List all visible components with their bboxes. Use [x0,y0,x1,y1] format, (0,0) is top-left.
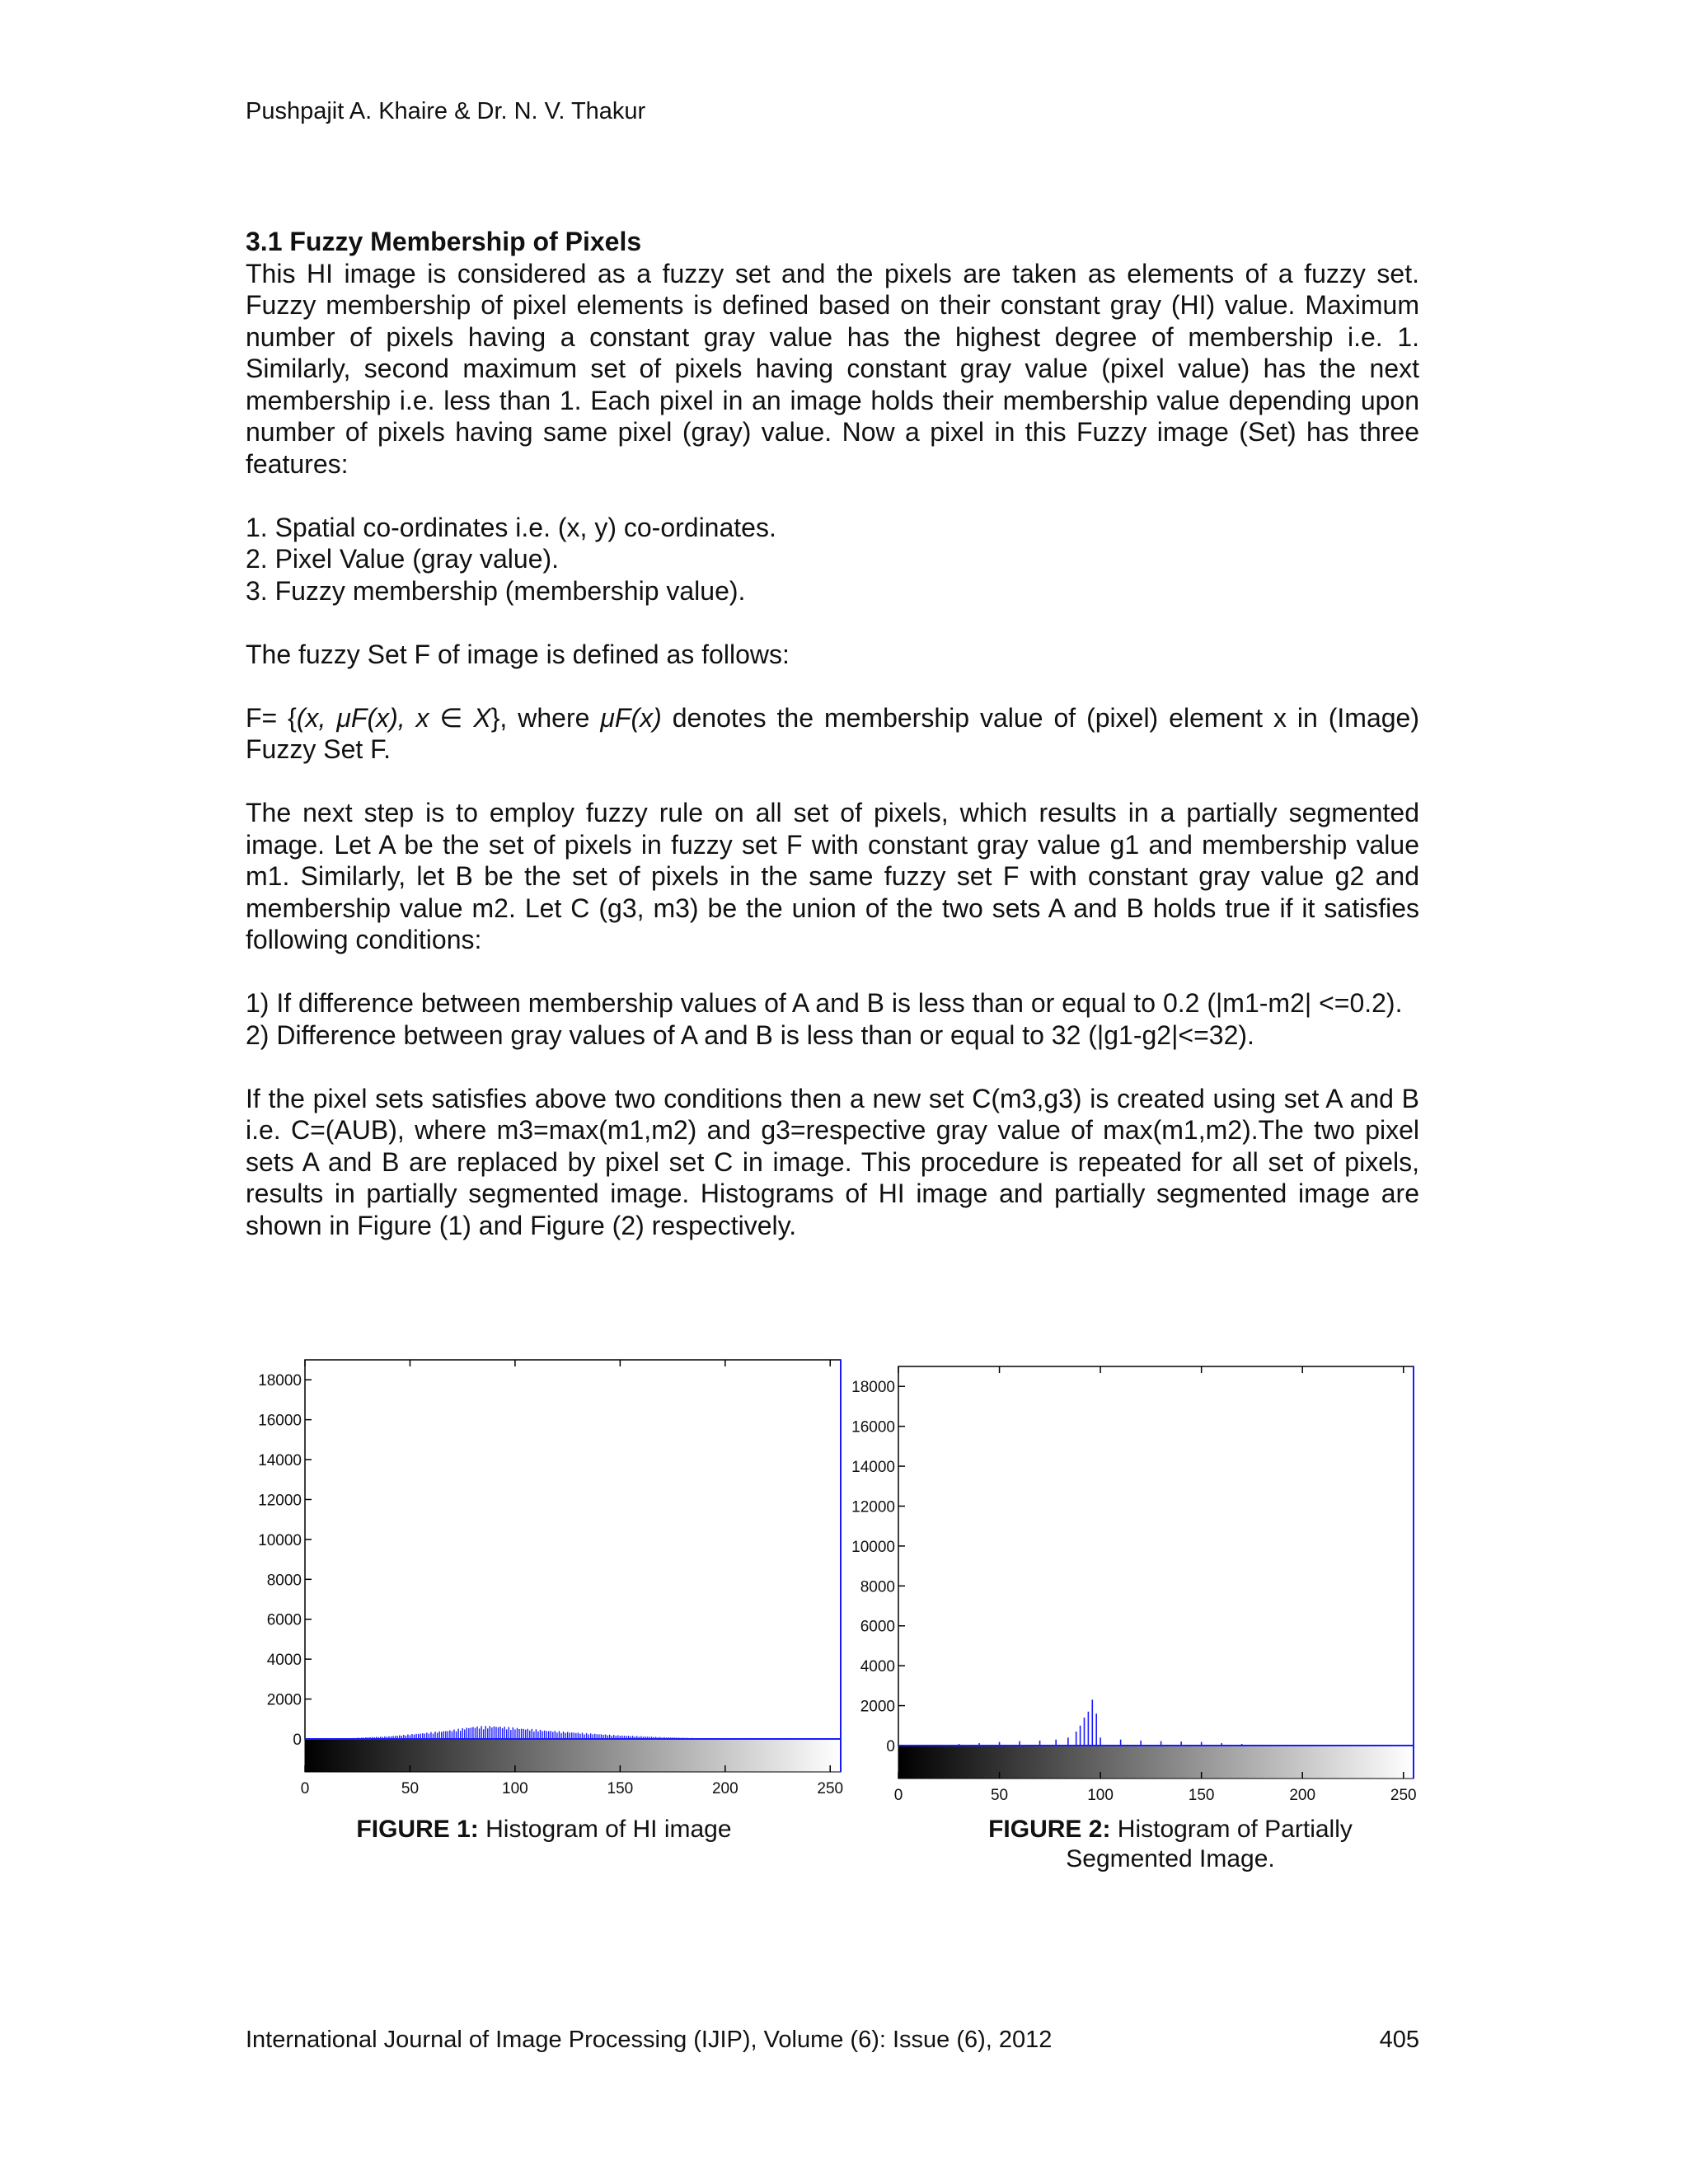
x-tick-label: 0 [300,1780,310,1797]
formula-prefix: F= { [246,702,297,733]
y-tick-label: 16000 [258,1412,302,1430]
condition-1: 1) If difference between membership values of A and B is less than or equal to 0.2 (|m1-m2| <=0.2). [246,988,1403,1018]
paragraph-4: If the pixel sets satisfies above two conditions then a new set C(m3,g3) is created using set A and B i.e. C=(AUB), where m3=max(m1,m2) and g3=respective gray value of max(m1,m2).The two pixel sets A and B are replaced by pixel set C in image. This procedure is repeated for all set of pixels, results in partially segmented image. Histograms of HI image and partially segmented image are shown in Figure (1) and Figure (2) respectively. [246,1083,1419,1240]
page-footer [246,2026,1419,2054]
gray-gradient-bar [305,1739,841,1772]
y-tick-label: 12000 [851,1498,895,1516]
y-tick-label: 16000 [851,1418,895,1436]
formula-mu: μF(x) [600,702,662,733]
figure-1-label: FIGURE 1: [356,1816,479,1843]
feature-item-3: 3. Fuzzy membership (membership value). [246,575,746,606]
x-tick-label: 0 [893,1787,903,1804]
x-tick-label: 200 [1289,1787,1316,1804]
y-tick-label: 18000 [851,1379,895,1397]
y-tick-label: 2000 [266,1691,302,1709]
paragraph-2: The fuzzy Set F of image is defined as follows: [246,639,790,669]
footer-page-number: 405 [1379,2027,1419,2053]
figure-2-text-line1: Histogram of Partially [1110,1816,1353,1843]
y-tick-label: 6000 [860,1618,895,1636]
figure-2-text-line2: Segmented Image. [1066,1845,1275,1872]
feature-list [246,512,1419,607]
y-tick-label: 4000 [860,1658,895,1676]
formula-suffix: denotes the membership value of (pixel) element x in (Image) Fuzzy Set F. [246,702,1420,764]
gray-gradient-bar [898,1746,1414,1779]
footer-journal: International Journal of Image Processing (IJIP), Volume (6): Issue (6), 2012 [246,2027,1053,2053]
paragraph-1: This HI image is considered as a fuzzy set and the pixels are taken as elements of a fuzzy set. Fuzzy membership of pixel elements is defined based on their constant gray (HI) value. Maximum number of pixels having a constant gray value has the highest degree of membership i.e. 1. Similarly, second maximum set of pixels having constant gray value (pixel value) has the next membership i.e. less than 1. Each pixel in an image holds their membership value depending upon number of pixels having same pixel (gray) value. Now a pixel in this Fuzzy image (Set) has three features: [246,258,1419,479]
x-tick-label: 150 [1188,1787,1215,1804]
y-tick-label: 12000 [258,1492,302,1510]
formula-set: (x, μF(x), x ∈ X [296,702,491,733]
histogram-hi-chart [239,1343,865,1821]
formula-mid: }, where [490,702,601,733]
paragraph-3: The next step is to employ fuzzy rule on all set of pixels, which results in a partially segmented image. Let A be the set of pixels in fuzzy set F with constant gray value g1 and membership value m1. Similarly, let B be the set of pixels in the same fuzzy set F with constant gray value g2 and membership value m2. Let C (g3, m3) be the union of the two sets A and B holds true if it satisfies following conditions: [246,798,1419,954]
figure-1-caption [354,1815,734,1844]
feature-item-1: 1. Spatial co-ordinates i.e. (x, y) co-ordinates. [246,512,776,542]
formula-paragraph [246,702,1419,766]
figure-1-text: Histogram of HI image [478,1816,732,1843]
y-tick-label: 6000 [266,1611,302,1629]
y-tick-label: 18000 [258,1372,302,1390]
condition-2: 2) Difference between gray values of A and B is less than or equal to 32 (|g1-g2|<=32). [246,1019,1254,1050]
section-body [246,226,1419,1273]
x-tick-label: 250 [817,1780,844,1797]
x-tick-label: 100 [1087,1787,1114,1804]
x-tick-label: 250 [1390,1787,1417,1804]
plot-frame [898,1366,1414,1746]
histogram-segmented-chart [841,1343,1434,1821]
page-header: Pushpajit A. Khaire & Dr. N. V. Thakur [246,98,646,124]
y-tick-label: 4000 [266,1652,302,1670]
y-tick-label: 10000 [258,1531,302,1549]
y-tick-label: 0 [886,1738,895,1755]
x-tick-label: 50 [401,1780,420,1797]
y-tick-label: 2000 [860,1698,895,1716]
y-tick-label: 10000 [851,1538,895,1556]
section-heading: 3.1 Fuzzy Membership of Pixels [246,227,642,256]
y-tick-label: 8000 [266,1572,302,1590]
y-tick-label: 14000 [851,1459,895,1477]
figure-2-caption [973,1815,1368,1874]
plot-frame [305,1360,841,1739]
figure-2-label: FIGURE 2: [988,1816,1111,1843]
figure-area [239,1343,1434,1871]
feature-item-2: 2. Pixel Value (gray value). [246,544,560,574]
y-tick-label: 0 [293,1732,302,1749]
x-tick-label: 100 [502,1780,528,1797]
x-tick-label: 150 [607,1780,634,1797]
y-tick-label: 14000 [258,1452,302,1470]
x-tick-label: 200 [711,1780,738,1797]
x-tick-label: 50 [990,1787,1009,1804]
y-tick-label: 8000 [860,1578,895,1596]
